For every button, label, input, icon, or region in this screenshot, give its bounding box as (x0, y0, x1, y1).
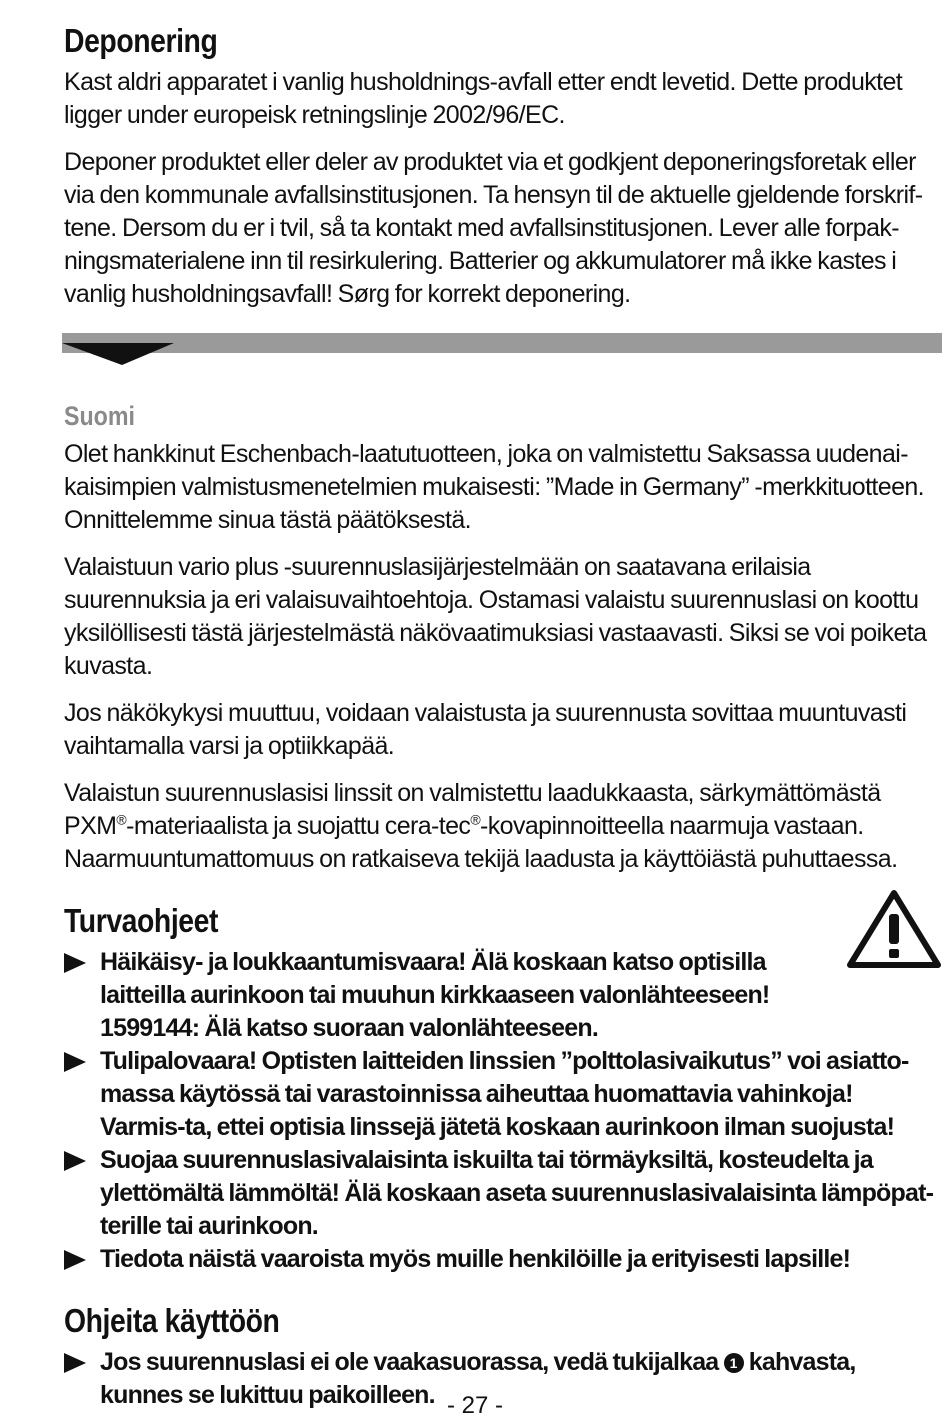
deponering-heading: Deponering (64, 22, 218, 59)
language-label: Suomi (64, 401, 135, 431)
list-item-text: Tiedota näistä vaaroista myös muille henkilöille ja erityisesti lapsille! (100, 1245, 851, 1273)
manual-page (64, 22, 936, 1426)
list-item (64, 1144, 936, 1243)
turvaohjeet-heading: Turvaohjeet (64, 902, 219, 939)
list-item (64, 946, 936, 1045)
list-item (64, 1045, 936, 1144)
list-item-text: Tulipalovaara! Optisten laitteiden linssien ”polttolasivaikutus” voi asiatto-massa käytössä tai varastoinnissa aiheuttaa huomattavia vahinkoja! Varmis-ta, ettei optisia linssejä jätetä koskaan aurinkoon ilman suojusta! (100, 1047, 909, 1141)
safety-list (64, 946, 936, 1276)
suomi-paragraph-4 (64, 777, 936, 876)
deponering-paragraph-2: Deponer produktet eller deler av produktet via et godkjent deponeringsforetak eller via den kommunale avfallsinstitusjonen. Ta hensyn til de aktuelle gjeldende forskrif-tene. Dersom du er i tvil, så ta kontakt med avfallsinstitusjonen. Lever alle forpak-ningsmaterialene inn til resirkulering. Batterier og akkumulatorer må ikke kastes i vanlig husholdningsavfall! Sørg for korrekt deponering. (64, 148, 923, 308)
suomi-paragraph-2: Valaistuun vario plus -suurennuslasijärjestelmään on saatavana erilaisia suurennuksia ja eri valaisuvaihtoehtoja. Ostamasi valaistu suurennuslasi on koottu yksilöllisesti tästä järjestelmästä näkövaatimuksiasi vastaavasti. Siksi se voi poiketa kuvasta. (64, 553, 927, 680)
ohjeita-heading: Ohjeita käyttöön (64, 1302, 280, 1339)
divider-bar (62, 333, 942, 353)
marker-number-icon: 1 (724, 1353, 744, 1373)
bullet-arrow-icon (64, 1151, 86, 1171)
registered-mark: ® (470, 811, 481, 828)
suomi-paragraph-3: Jos näkökykysi muuttuu, voidaan valaistusta ja suurennusta sovittaa muuntuvasti vaihtamalla varsi ja optiikkapää. (64, 699, 907, 760)
safety-section (64, 902, 936, 1276)
bullet-arrow-icon (64, 1052, 86, 1072)
deponering-paragraph-1: Kast aldri apparatet i vanlig husholdnings-avfall etter endt levetid. Dette produktet ligger under europeisk retningslinje 2002/96/EC. (64, 68, 903, 129)
list-item-text: Häikäisy- ja loukkaantumisvaara! Älä koskaan katso optisilla laitteilla aurinkoon tai muuhun kirkkaaseen valonlähteeseen! 1599144: Älä katso suoraan valonlähteeseen. (100, 948, 770, 1042)
section-divider (62, 333, 942, 367)
suomi-paragraph-1: Olet hankkinut Eschenbach-laatutuotteen, joka on valmistettu Saksassa uudenai-kaisimpien valmistusmenetelmien mukaisesti: ”Made in Germany” -merkkituotteen. Onnittelemme sinua tästä päätöksestä. (64, 440, 925, 534)
bullet-arrow-icon (64, 1250, 86, 1270)
bullet-arrow-icon (64, 1353, 86, 1373)
divider-arrow-icon (62, 343, 174, 367)
page-number: - 27 - (446, 1392, 503, 1419)
p4-part-a: Valaistun suurennuslasisi linssit on valmistettu laadukkaasta, särkymättömästä PXM (64, 779, 881, 840)
list-item (64, 1243, 936, 1276)
p4-part-b: -materiaalista ja suojattu cera-tec (126, 812, 471, 840)
bullet-arrow-icon (64, 953, 86, 973)
list-item-text: Suojaa suurennuslasivalaisinta iskuilta tai törmäyksiltä, kosteudelta ja ylettömältä lämmöltä! Älä koskaan aseta suurennuslasivalaisinta lämpöpat-terille tai aurinkoon. (100, 1146, 934, 1240)
usage-text-b: kahvasta, kunnes se lukittuu paikoilleen. (100, 1348, 856, 1409)
usage-text-a: Jos suurennuslasi ei ole vaakasuorassa, vedä tukijalkaa (100, 1348, 719, 1376)
registered-mark: ® (116, 811, 127, 828)
p4-part-c: -kovapinnoitteella naarmuja vastaan. Naarmuuntumattomuus on ratkaiseva tekijä laadusta ja käyttöiästä puhuttaessa. (64, 812, 898, 873)
